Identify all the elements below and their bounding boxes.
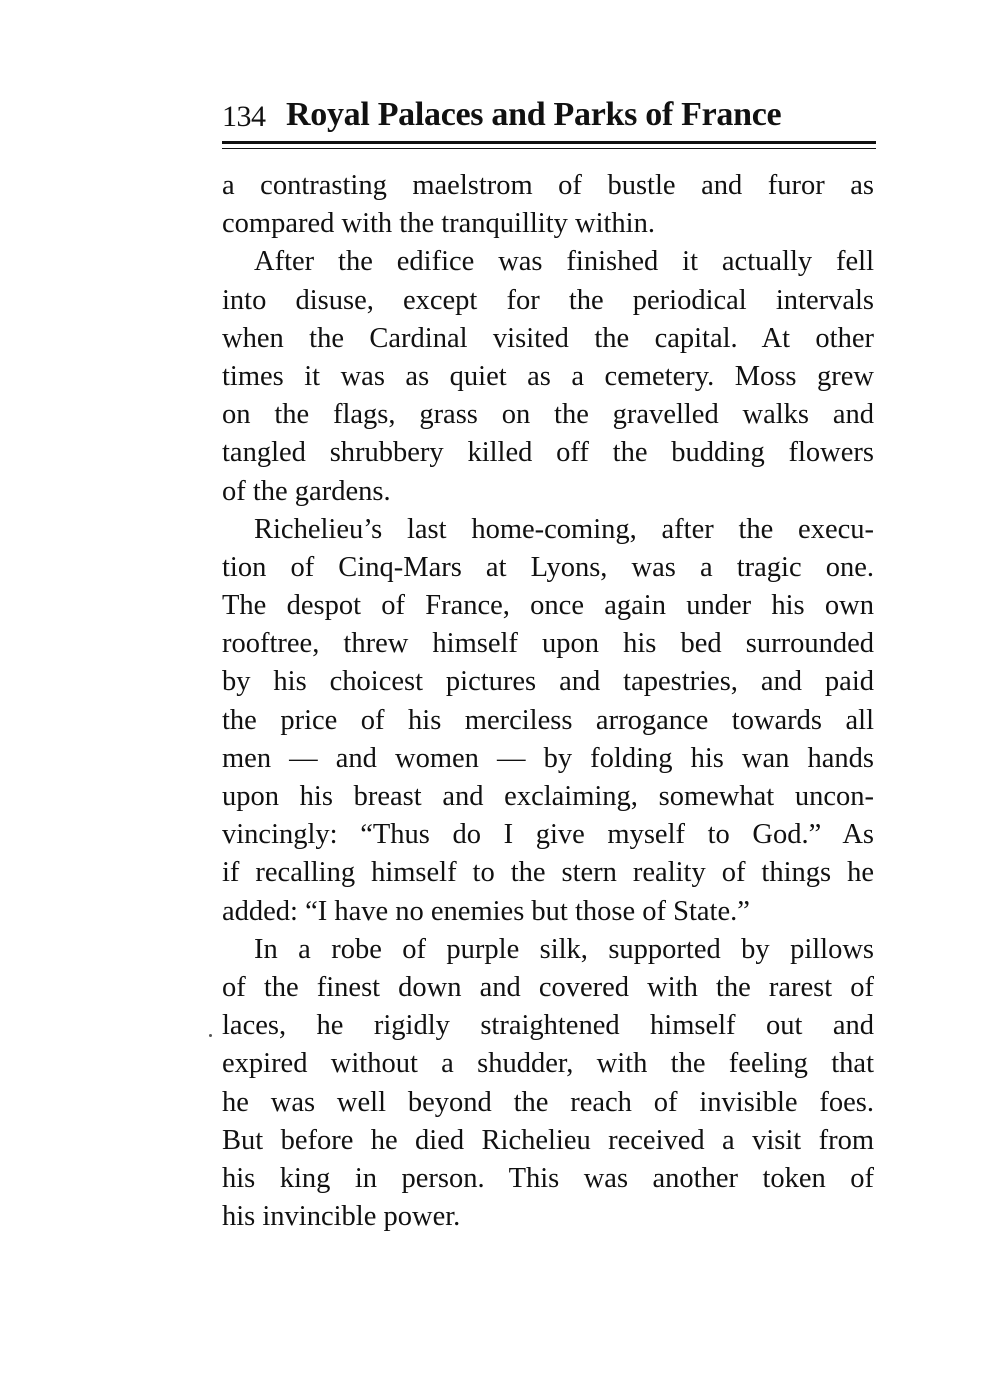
text-line: But before he died Richelieu received a visit from [222, 1124, 874, 1156]
text-line: the price of his merciless arrogance towards all [222, 704, 874, 736]
scan-speck [209, 1034, 212, 1037]
text-line: of the gardens. [222, 475, 391, 507]
text-line: tion of Cinq-Mars at Lyons, was a tragic one. [222, 551, 874, 583]
text-line: rooftree, threw himself upon his bed surrounded [222, 628, 874, 660]
text-line: on the flags, grass on the gravelled walks and [222, 399, 874, 431]
text-line: vincingly: “Thus do I give myself to God.” As [222, 819, 874, 851]
text-line: times it was as quiet as a cemetery. Moss grew [222, 360, 874, 392]
text-line: After the edifice was finished it actually fell [254, 246, 874, 278]
text-line: compared with the tranquillity within. [222, 208, 655, 240]
text-line: into disuse, except for the periodical intervals [222, 284, 874, 316]
running-title: Royal Palaces and Parks of France [286, 96, 782, 133]
text-line: expired without a shudder, with the feeling that [222, 1048, 874, 1080]
text-line: when the Cardinal visited the capital. At other [222, 322, 874, 354]
text-line: laces, he rigidly straightened himself out and [222, 1010, 874, 1042]
text-line: men — and women — by folding his wan hands [222, 742, 874, 774]
text-line: The despot of France, once again under his own [222, 590, 874, 622]
text-line: of the finest down and covered with the rarest of [222, 971, 874, 1003]
text-line: by his choicest pictures and tapestries, and paid [222, 666, 874, 698]
body-text [222, 167, 874, 1236]
header-rule-thick [222, 141, 876, 144]
text-line: he was well beyond the reach of invisible foes. [222, 1086, 874, 1118]
text-line: his king in person. This was another token of [222, 1162, 874, 1194]
text-line: his invincible power. [222, 1201, 461, 1233]
text-line: Richelieu’s last home-coming, after the execu- [254, 513, 874, 545]
text-line: if recalling himself to the stern reality of things he [222, 857, 874, 889]
text-line: upon his breast and exclaiming, somewhat uncon- [222, 781, 874, 812]
text-line: In a robe of purple silk, supported by pillows [254, 933, 874, 965]
text-line: tangled shrubbery killed off the budding flowers [222, 437, 874, 469]
text-line: a contrasting maelstrom of bustle and furor as [222, 170, 874, 201]
page-header [222, 96, 876, 140]
page-number: 134 [222, 100, 266, 133]
header-rule-thin [222, 148, 876, 149]
text-line: added: “I have no enemies but those of State.” [222, 895, 750, 927]
